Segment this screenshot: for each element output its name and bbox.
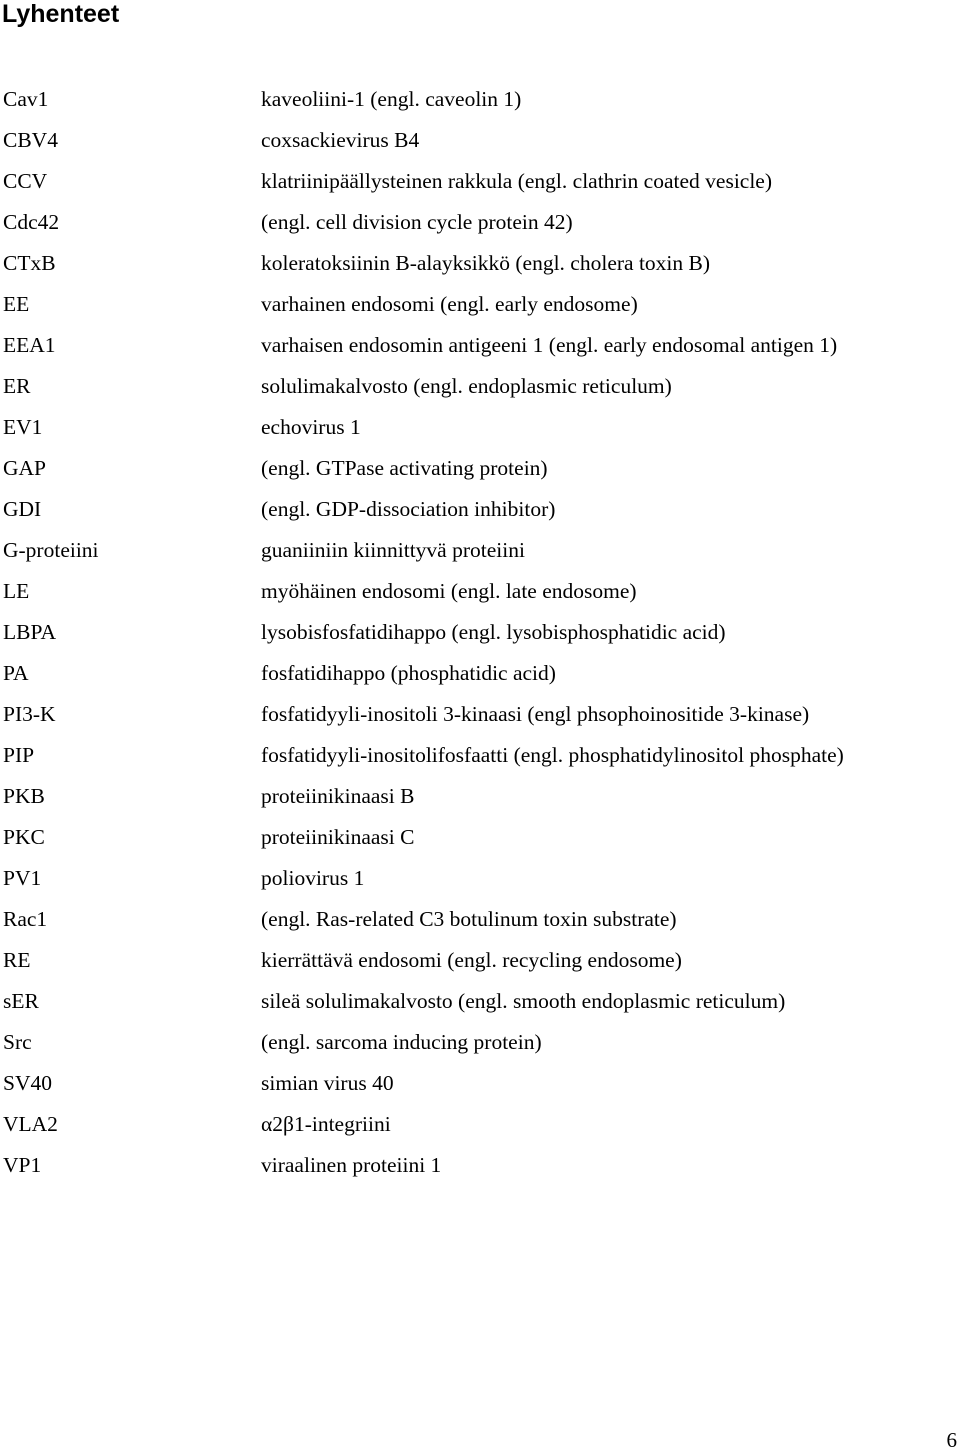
abbreviation-term: GDI: [3, 497, 42, 521]
abbreviation-term: G-proteiini: [3, 538, 99, 562]
abbreviation-definition: sileä solulimakalvosto (engl. smooth endoplasmic reticulum): [261, 989, 786, 1013]
abbreviation-term: CTxB: [3, 251, 56, 275]
abbreviation-row: [3, 412, 953, 453]
abbreviation-row: [3, 84, 953, 125]
abbreviation-term: RE: [3, 948, 31, 972]
abbreviation-row: [3, 1150, 953, 1191]
abbreviation-term: CCV: [3, 169, 48, 193]
abbreviation-row: [3, 822, 953, 863]
abbreviation-definition: kaveoliini-1 (engl. caveolin 1): [261, 87, 522, 111]
abbreviation-row: [3, 289, 953, 330]
abbreviation-row: [3, 986, 953, 1027]
abbreviation-row: [3, 330, 953, 371]
abbreviation-row: [3, 371, 953, 412]
abbreviation-term: ER: [3, 374, 31, 398]
abbreviation-term: EEA1: [3, 333, 56, 357]
abbreviation-row: [3, 945, 953, 986]
abbreviation-term: SV40: [3, 1071, 52, 1095]
abbreviation-row: [3, 494, 953, 535]
abbreviation-term: PIP: [3, 743, 35, 767]
abbreviation-row: [3, 658, 953, 699]
abbreviation-definition: fosfatidyyli-inositolifosfaatti (engl. phosphatidylinositol phosphate): [261, 743, 844, 767]
abbreviation-term: LBPA: [3, 620, 56, 644]
abbreviation-term: PI3-K: [3, 702, 56, 726]
abbreviation-list: [3, 84, 953, 1191]
abbreviation-term: Src: [3, 1030, 32, 1054]
abbreviation-term: PKC: [3, 825, 45, 849]
abbreviation-row: [3, 863, 953, 904]
abbreviation-definition: proteiinikinaasi C: [261, 825, 415, 849]
abbreviation-row: [3, 1068, 953, 1109]
abbreviation-row: [3, 535, 953, 576]
abbreviation-row: [3, 453, 953, 494]
abbreviation-term: Rac1: [3, 907, 48, 931]
abbreviation-row: [3, 781, 953, 822]
page-title: Lyhenteet: [2, 0, 120, 28]
abbreviation-definition: (engl. sarcoma inducing protein): [261, 1030, 542, 1054]
abbreviation-definition: (engl. GDP-dissociation inhibitor): [261, 497, 556, 521]
abbreviation-term: Cav1: [3, 87, 49, 111]
abbreviation-definition: guaniiniin kiinnittyvä proteiini: [261, 538, 525, 562]
abbreviation-term: CBV4: [3, 128, 58, 152]
abbreviation-definition: solulimakalvosto (engl. endoplasmic reticulum): [261, 374, 672, 398]
abbreviation-definition: α2β1-integriini: [261, 1112, 391, 1136]
abbreviation-row: [3, 617, 953, 658]
abbreviation-row: [3, 576, 953, 617]
abbreviation-term: GAP: [3, 456, 47, 480]
abbreviation-definition: (engl. cell division cycle protein 42): [261, 210, 573, 234]
abbreviation-definition: echovirus 1: [261, 415, 361, 439]
abbreviation-term: PV1: [3, 866, 42, 890]
abbreviation-definition: poliovirus 1: [261, 866, 365, 890]
abbreviation-term: sER: [3, 989, 39, 1013]
abbreviation-definition: koleratoksiinin B-alayksikkö (engl. cholera toxin B): [261, 251, 711, 275]
abbreviation-term: PA: [3, 661, 29, 685]
abbreviation-definition: (engl. GTPase activating protein): [261, 456, 548, 480]
abbreviation-definition: kierrättävä endosomi (engl. recycling endosome): [261, 948, 682, 972]
abbreviation-row: [3, 166, 953, 207]
abbreviation-definition: coxsackievirus B4: [261, 128, 420, 152]
abbreviation-row: [3, 125, 953, 166]
abbreviation-definition: klatriinipäällysteinen rakkula (engl. clathrin coated vesicle): [261, 169, 773, 193]
abbreviation-term: EV1: [3, 415, 43, 439]
abbreviation-definition: simian virus 40: [261, 1071, 394, 1095]
abbreviation-term: LE: [3, 579, 30, 603]
abbreviation-term: VLA2: [3, 1112, 58, 1136]
abbreviation-definition: fosfatidihappo (phosphatidic acid): [261, 661, 556, 685]
abbreviation-row: [3, 740, 953, 781]
abbreviation-row: [3, 904, 953, 945]
abbreviation-row: [3, 248, 953, 289]
abbreviation-definition: (engl. Ras-related C3 botulinum toxin substrate): [261, 907, 677, 931]
abbreviation-row: [3, 1109, 953, 1150]
abbreviation-definition: varhainen endosomi (engl. early endosome): [261, 292, 638, 316]
abbreviation-definition: viraalinen proteiini 1: [261, 1153, 442, 1177]
abbreviation-term: Cdc42: [3, 210, 60, 234]
page-number: 6: [946, 1428, 957, 1452]
abbreviation-row: [3, 207, 953, 248]
abbreviation-definition: myöhäinen endosomi (engl. late endosome): [261, 579, 637, 603]
abbreviation-definition: fosfatidyyli-inositoli 3-kinaasi (engl phsophoinositide 3-kinase): [261, 702, 810, 726]
abbreviation-term: PKB: [3, 784, 45, 808]
abbreviation-term: VP1: [3, 1153, 42, 1177]
abbreviation-definition: proteiinikinaasi B: [261, 784, 415, 808]
abbreviation-definition: varhaisen endosomin antigeeni 1 (engl. early endosomal antigen 1): [261, 333, 838, 357]
abbreviation-row: [3, 1027, 953, 1068]
abbreviation-definition: lysobisfosfatidihappo (engl. lysobisphosphatidic acid): [261, 620, 726, 644]
abbreviation-term: EE: [3, 292, 30, 316]
abbreviation-row: [3, 699, 953, 740]
